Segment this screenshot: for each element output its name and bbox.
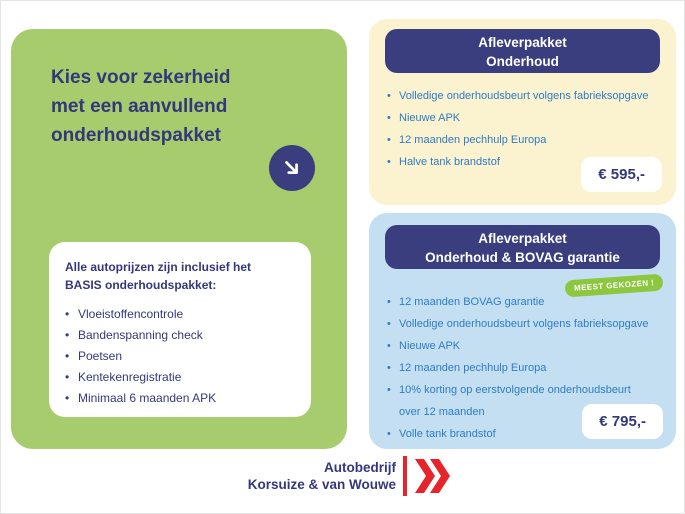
list-item: • Minimaal 6 maanden APK	[65, 388, 295, 409]
main-heading: Kies voor zekerheid met een aanvullend onderhoudspakket	[51, 67, 231, 146]
intro-panel	[11, 29, 347, 449]
list-item: • Volledige onderhoudsbeurt volgens fabrieksopgave	[387, 313, 663, 335]
package-header	[385, 29, 660, 73]
list-item: • Bandenspanning check	[65, 325, 295, 346]
down-right-arrow-icon	[281, 157, 303, 179]
basis-intro-line1: Alle autoprijzen zijn inclusief het	[65, 260, 252, 274]
list-item: • Nieuwe APK	[387, 107, 663, 129]
list-item: • 12 maanden pechhulp Europa	[387, 357, 663, 379]
list-item: • Kentekenregistratie	[65, 367, 295, 388]
meest-gekozen-badge: MEEST GEKOZEN !	[564, 274, 663, 298]
price-badge: € 795,-	[582, 404, 663, 439]
list-item: • Nieuwe APK	[387, 335, 663, 357]
basis-package-card	[49, 242, 311, 417]
brand-name-line1: Autobedrijf	[324, 460, 396, 475]
list-item: • Volle tank brandstof	[387, 423, 663, 445]
list-item: • 12 maanden pechhulp Europa	[387, 129, 663, 151]
list-item: • 10% korting op eerstvolgende onderhoudsbeurt over 12 maanden	[387, 379, 635, 423]
list-item: • 12 maanden BOVAG garantie	[387, 291, 663, 313]
package-title-line2: Onderhoud & BOVAG garantie	[425, 250, 620, 265]
list-item: • Poetsen	[65, 346, 295, 367]
double-chevron-icon	[414, 459, 450, 493]
basis-package-list	[65, 304, 295, 409]
package-card-onderhoud	[369, 19, 676, 205]
price-badge: € 595,-	[581, 157, 662, 192]
basis-intro	[65, 258, 295, 294]
brand-name	[248, 459, 396, 493]
list-item: • Vloeistoffencontrole	[65, 304, 295, 325]
arrow-circle	[269, 145, 315, 191]
list-item: • Halve tank brandstof	[387, 151, 663, 173]
brand-name-line2: Korsuize & van Wouwe	[247, 477, 396, 492]
list-item: • Volledige onderhoudsbeurt volgens fabrieksopgave	[387, 85, 663, 107]
brand-logo	[1, 456, 450, 496]
basis-intro-line2: BASIS onderhoudspakket:	[65, 278, 217, 292]
package-title-line2: Onderhoud	[486, 54, 559, 69]
package-title-line1: Afleverpakket	[478, 35, 567, 50]
logo-divider-bar	[403, 456, 407, 496]
package-card-bovag	[369, 213, 676, 449]
package-header	[385, 225, 660, 269]
package-title-line1: Afleverpakket	[478, 231, 567, 246]
